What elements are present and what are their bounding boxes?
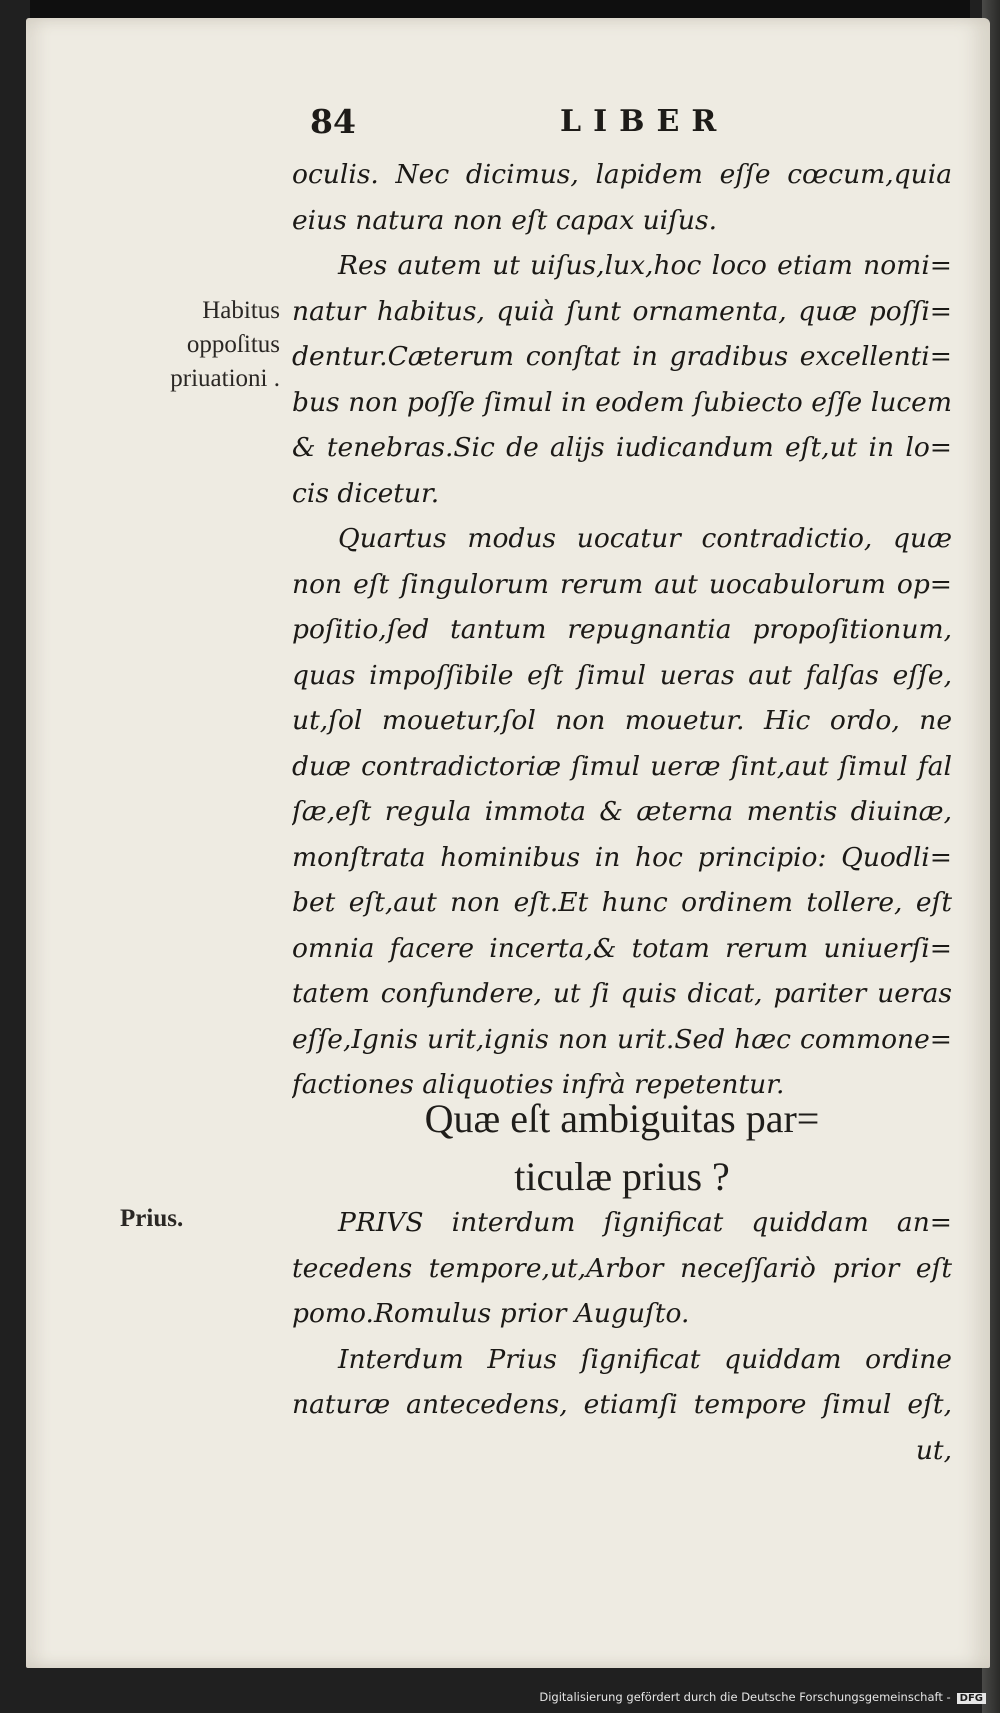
- section-heading-line: Quæ eſt ambiguitas par=: [424, 1096, 820, 1141]
- text-line: tatem confundere, ut ſi quis dicat, pariter ueras: [292, 978, 952, 1009]
- digitization-credit: [0, 1690, 986, 1704]
- margin-note-line: oppoſitus: [186, 331, 280, 358]
- text-line: eſſe,Ignis urit,ignis non urit.Sed hæc commone=: [292, 1023, 952, 1055]
- text-line: & tenebras.Sic de alijs iudicandum eſt,ut in lo=: [292, 432, 952, 463]
- running-title: LIBER: [560, 104, 729, 139]
- text-line: naturæ antecedens, etiamſi tempore ſimul eſt,: [292, 1389, 952, 1420]
- body-text-block-2: [292, 1200, 952, 1473]
- text-line: bet eſt,aut non eſt.Et hunc ordinem tollere, eſt: [292, 887, 952, 918]
- margin-note-line: Habitus: [202, 297, 280, 324]
- text-line: bus non poſſe ſimul in eodem ſubiecto eſſe lucem: [292, 386, 952, 418]
- text-line: pomo.Romulus prior Auguſto.: [292, 1298, 690, 1329]
- page-number: 84: [310, 102, 356, 141]
- text-line: eius natura non eſt capax uiſus.: [292, 204, 718, 236]
- text-line: cis dicetur.: [292, 477, 440, 509]
- text-line: quas impoſſibile eſt ſimul ueras aut falſas eſſe,: [292, 659, 952, 691]
- text-line: factiones aliquoties infrà repetentur.: [292, 1069, 785, 1100]
- text-line: ſæ,eſt regula immota & æterna mentis diuinæ,: [292, 796, 952, 827]
- section-heading-line: ticulæ prius ?: [514, 1154, 730, 1199]
- text-line: ut,ſol mouetur,ſol non mouetur. Hic ordo, ne: [292, 705, 952, 736]
- text-line: duæ contradictoriæ ſimul ueræ ſint,aut ſimul fal: [292, 750, 952, 782]
- text-line: omnia facere incerta,& totam rerum uniuerſi=: [292, 932, 952, 964]
- credit-text: Digitalisierung gefördert durch die Deutsche Forschungsgemeinschaft -: [539, 1690, 951, 1704]
- text-line: non eſt ſingulorum rerum aut uocabulorum op=: [292, 568, 952, 600]
- text-line: Interdum Prius ſignificat quiddam ordine: [338, 1343, 952, 1375]
- section-heading: [292, 1090, 952, 1206]
- dfg-logo: DFG: [957, 1693, 986, 1704]
- text-line: Res autem ut uiſus,lux,hoc loco etiam nomi=: [338, 250, 952, 281]
- margin-note-line: priuationi .: [170, 365, 280, 392]
- text-line: poſitio,ſed tantum repugnantia propoſitionum,: [292, 614, 952, 645]
- text-line: PRIVS interdum ſignificat quiddam an=: [338, 1207, 952, 1238]
- text-line: dentur.Cæterum conſtat in gradibus excellenti=: [292, 341, 952, 372]
- text-line: oculis. Nec dicimus, lapidem eſſe cœcum,quia: [292, 159, 952, 190]
- text-line: Quartus modus uocatur contradictio, quæ: [338, 523, 952, 554]
- margin-note-prius: Prius.: [120, 1205, 184, 1232]
- text-line: tecedens tempore,ut,Arbor neceſſariò prior eſt: [292, 1252, 952, 1284]
- catchword: ut,: [915, 1434, 952, 1466]
- body-text-block-1: [292, 152, 952, 1108]
- margin-note-habitus: [120, 294, 280, 396]
- text-line: monſtrata hominibus in hoc principio: Quodli=: [292, 841, 952, 873]
- text-line: natur habitus, quià ſunt ornamenta, quæ poſſi=: [292, 295, 952, 327]
- page-header: [310, 102, 730, 142]
